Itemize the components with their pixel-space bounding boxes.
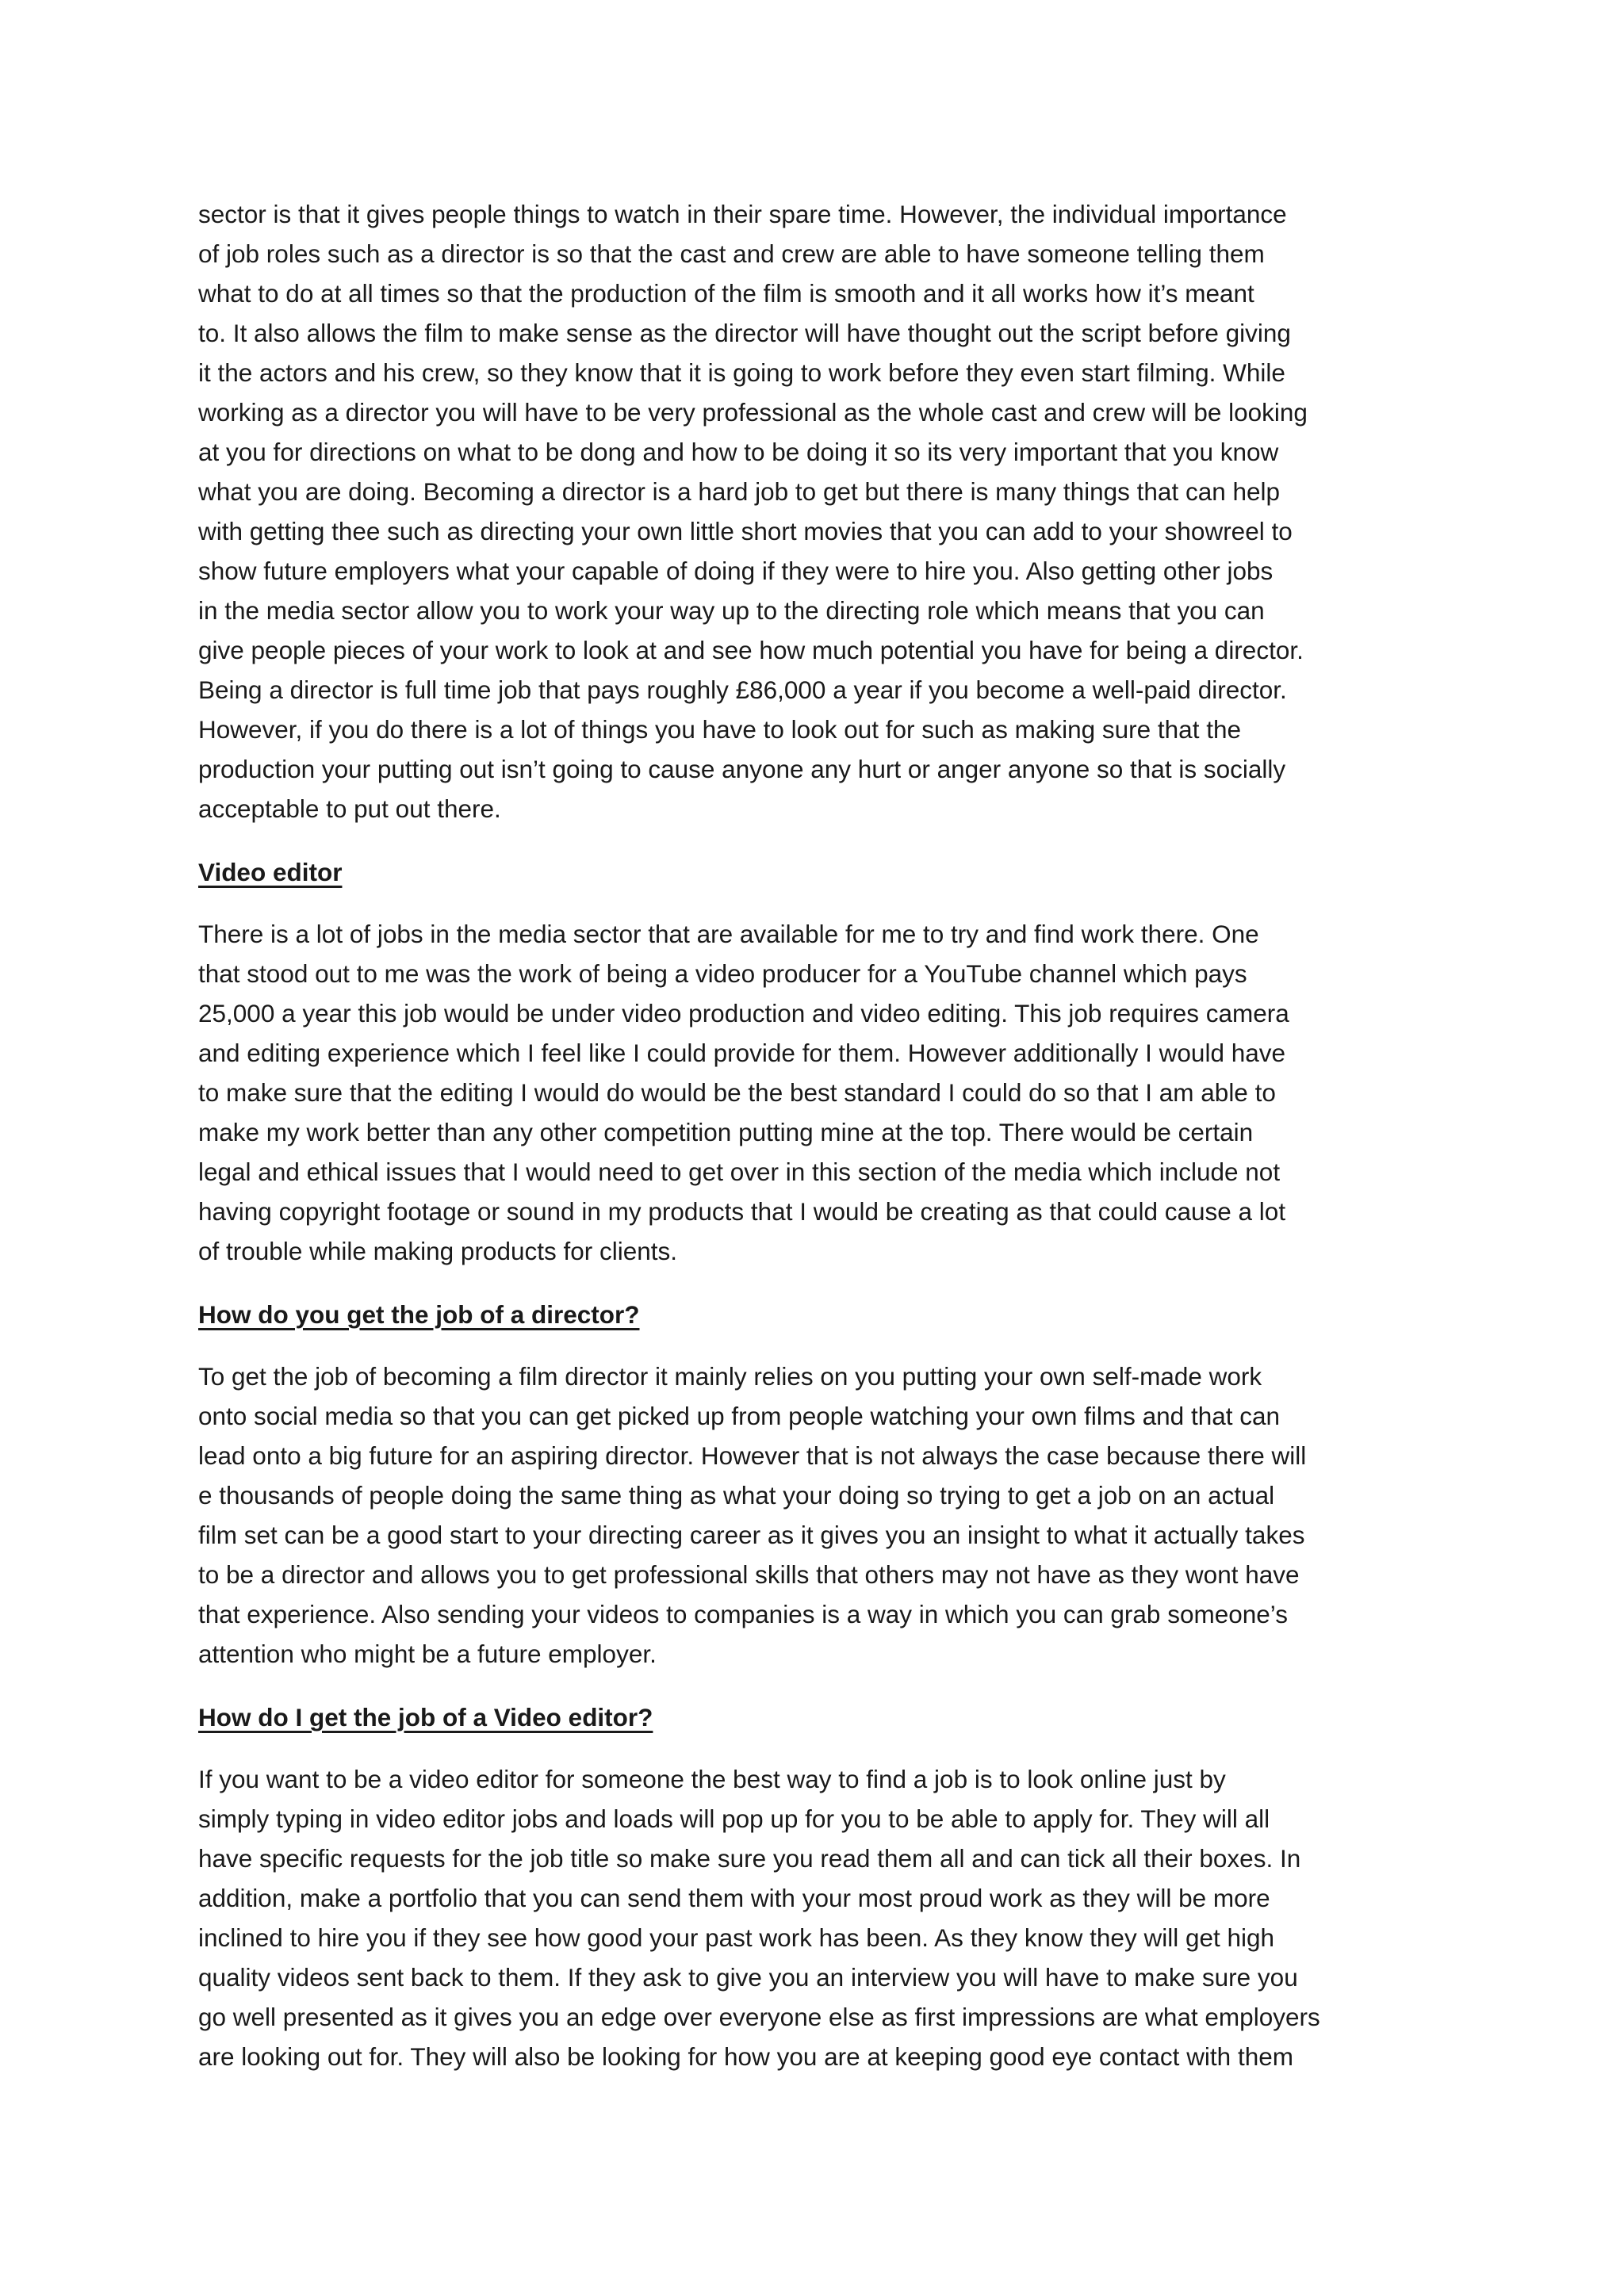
heading-video-editor-job: How do I get the job of a Video editor? xyxy=(198,1703,653,1732)
paragraph-director-job: To get the job of becoming a film director it mainly relies on you putting your own self-made work onto social media so that you can get picked up from people watching your own films and that can lead onto a big future for an aspiring director. However that is not always the case because there will e thousands of people doing the same thing as what your doing so trying to get a job on an actual film set can be a good start to your directing career as it gives you an insight to what it actually takes to be a director and allows you to get professional skills that others may not have as they wont have that experience. Also sending your videos to companies is a way in which you can grab someone’s attention who might be a future employer. xyxy=(198,1362,1307,1668)
paragraph-video-editor-job: If you want to be a video editor for someone the best way to find a job is to look online just by simply typing in video editor jobs and loads will pop up for you to be able to apply for. They will all have specific requests for the job title so make sure you read them all and can tick all their boxes. In addition, make a portfolio that you can send them with your most proud work as they will be more inclined to hire you if they see how good your past work has been. As they know they will get high quality videos sent back to them. If they ask to give you an interview you will have to make sure you go well presented as it gives you an edge over everyone else as first impressions are what employers are looking out for. They will also be looking for how you are at keeping good eye contact with them xyxy=(198,1765,1320,2071)
heading-video-editor: Video editor xyxy=(198,858,343,886)
document-body xyxy=(198,194,1435,2100)
paragraph-director-role: sector is that it gives people things to watch in their spare time. However, the individual importance of job roles such as a director is so that the cast and crew are able to have someone telling them what to do at all times so that the production of the film is smooth and it all works how it’s meant to. It also allows the film to make sense as the director will have thought out the script before giving it the actors and his crew, so they know that it is going to work before they even start filming. While working as a director you will have to be very professional as the whole cast and crew will be looking at you for directions on what to be dong and how to be doing it so its very important that you know what you are doing. Becoming a director is a hard job to get but there is many things that can help with getting thee such as directing your own little short movies that you can add to your showreel to show future employers what your capable of doing if they were to hire you. Also getting other jobs in the media sector allow you to work your way up to the directing role which means that you can give people pieces of your work to look at and see how much potential you have for being a director. Being a director is full time job that pays roughly £86,000 a year if you become a well-paid director. However, if you do there is a lot of things you have to look out for such as making sure that the production your putting out isn’t going to cause anyone any hurt or anger anyone so that is socially acceptable to put out there. xyxy=(198,200,1308,823)
paragraph-video-editor: There is a lot of jobs in the media sector that are available for me to try and find work there. One that stood out to me was the work of being a video producer for a YouTube channel which pays 25,000 a year this job would be under video production and video editing. This job requires camera and editing experience which I feel like I could provide for them. However additionally I would have to make sure that the editing I would do would be the best standard I could do so that I am able to make my work better than any other competition putting mine at the top. There would be certain legal and ethical issues that I would need to get over in this section of the media which include not having copyright footage or sound in my products that I would be creating as that could cause a lot of trouble while making products for clients. xyxy=(198,920,1289,1265)
heading-director-job: How do you get the job of a director? xyxy=(198,1300,640,1329)
